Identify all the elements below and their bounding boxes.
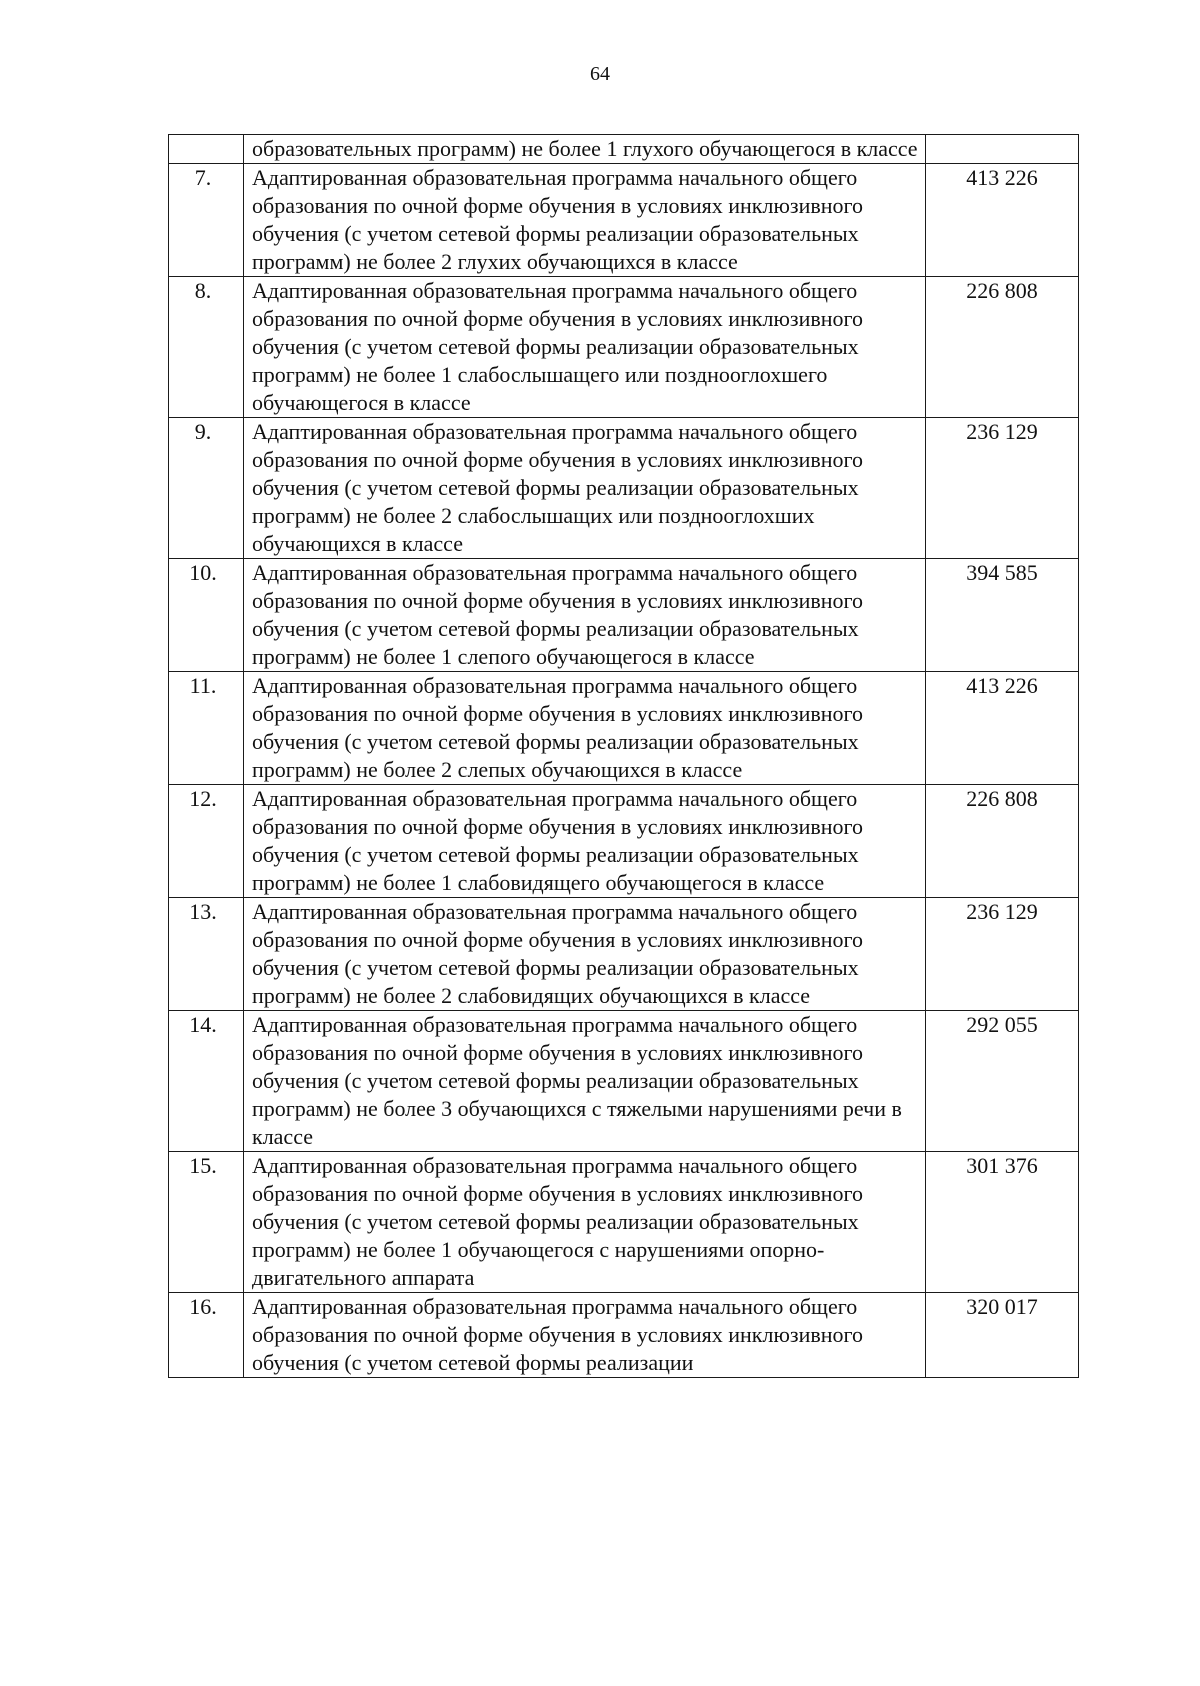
row-value: 236 129 (926, 418, 1079, 559)
row-description: Адаптированная образовательная программа начального общего образования по очной форме обучения в условиях инклюзивного обучения (с учетом сетевой формы реализации образовательных программ) не более 2 слабослышащих или позднооглохших обучающихся в классе (244, 418, 926, 559)
table-row (169, 898, 1079, 1011)
row-description: Адаптированная образовательная программа начального общего образования по очной форме обучения в условиях инклюзивного обучения (с учетом сетевой формы реализации образовательных программ) не более 1 слабовидящего обучающегося в классе (244, 785, 926, 898)
table-row (169, 785, 1079, 898)
row-number: 13. (169, 898, 244, 1011)
row-number: 16. (169, 1293, 244, 1378)
row-description: Адаптированная образовательная программа начального общего образования по очной форме обучения в условиях инклюзивного обучения (с учетом сетевой формы реализации образовательных программ) не более 1 обучающегося с нарушениями опорно-двигательного аппарата (244, 1152, 926, 1293)
row-number: 12. (169, 785, 244, 898)
row-description: Адаптированная образовательная программа начального общего образования по очной форме обучения в условиях инклюзивного обучения (с учетом сетевой формы реализации (244, 1293, 926, 1378)
row-value: 394 585 (926, 559, 1079, 672)
row-number: 7. (169, 164, 244, 277)
row-value: 301 376 (926, 1152, 1079, 1293)
row-number (169, 135, 244, 164)
row-description: Адаптированная образовательная программа начального общего образования по очной форме обучения в условиях инклюзивного обучения (с учетом сетевой формы реализации образовательных программ) не более 1 слепого обучающегося в классе (244, 559, 926, 672)
row-value: 320 017 (926, 1293, 1079, 1378)
tariff-table (168, 134, 1079, 1378)
row-description: Адаптированная образовательная программа начального общего образования по очной форме обучения в условиях инклюзивного обучения (с учетом сетевой формы реализации образовательных программ) не более 2 глухих обучающихся в классе (244, 164, 926, 277)
row-value: 226 808 (926, 785, 1079, 898)
table-row (169, 672, 1079, 785)
table-row (169, 1152, 1079, 1293)
row-number: 15. (169, 1152, 244, 1293)
row-value: 226 808 (926, 277, 1079, 418)
table-row (169, 559, 1079, 672)
row-value: 413 226 (926, 672, 1079, 785)
row-number: 11. (169, 672, 244, 785)
row-value (926, 135, 1079, 164)
row-description: Адаптированная образовательная программа начального общего образования по очной форме обучения в условиях инклюзивного обучения (с учетом сетевой формы реализации образовательных программ) не более 1 слабослышащего или позднооглохшего обучающегося в классе (244, 277, 926, 418)
row-value: 413 226 (926, 164, 1079, 277)
table-row (169, 1011, 1079, 1152)
row-number: 9. (169, 418, 244, 559)
row-number: 10. (169, 559, 244, 672)
row-value: 292 055 (926, 1011, 1079, 1152)
row-description: Адаптированная образовательная программа начального общего образования по очной форме обучения в условиях инклюзивного обучения (с учетом сетевой формы реализации образовательных программ) не более 2 слепых обучающихся в классе (244, 672, 926, 785)
row-value: 236 129 (926, 898, 1079, 1011)
table-row (169, 418, 1079, 559)
row-description: образовательных программ) не более 1 глухого обучающегося в классе (244, 135, 926, 164)
table-body (169, 135, 1079, 1378)
page-number: 64 (590, 63, 610, 85)
row-description: Адаптированная образовательная программа начального общего образования по очной форме обучения в условиях инклюзивного обучения (с учетом сетевой формы реализации образовательных программ) не более 3 обучающихся с тяжелыми нарушениями речи в классе (244, 1011, 926, 1152)
table-row (169, 135, 1079, 164)
row-number: 8. (169, 277, 244, 418)
table-row (169, 277, 1079, 418)
table-row (169, 164, 1079, 277)
table-row (169, 1293, 1079, 1378)
row-description: Адаптированная образовательная программа начального общего образования по очной форме обучения в условиях инклюзивного обучения (с учетом сетевой формы реализации образовательных программ) не более 2 слабовидящих обучающихся в классе (244, 898, 926, 1011)
row-number: 14. (169, 1011, 244, 1152)
